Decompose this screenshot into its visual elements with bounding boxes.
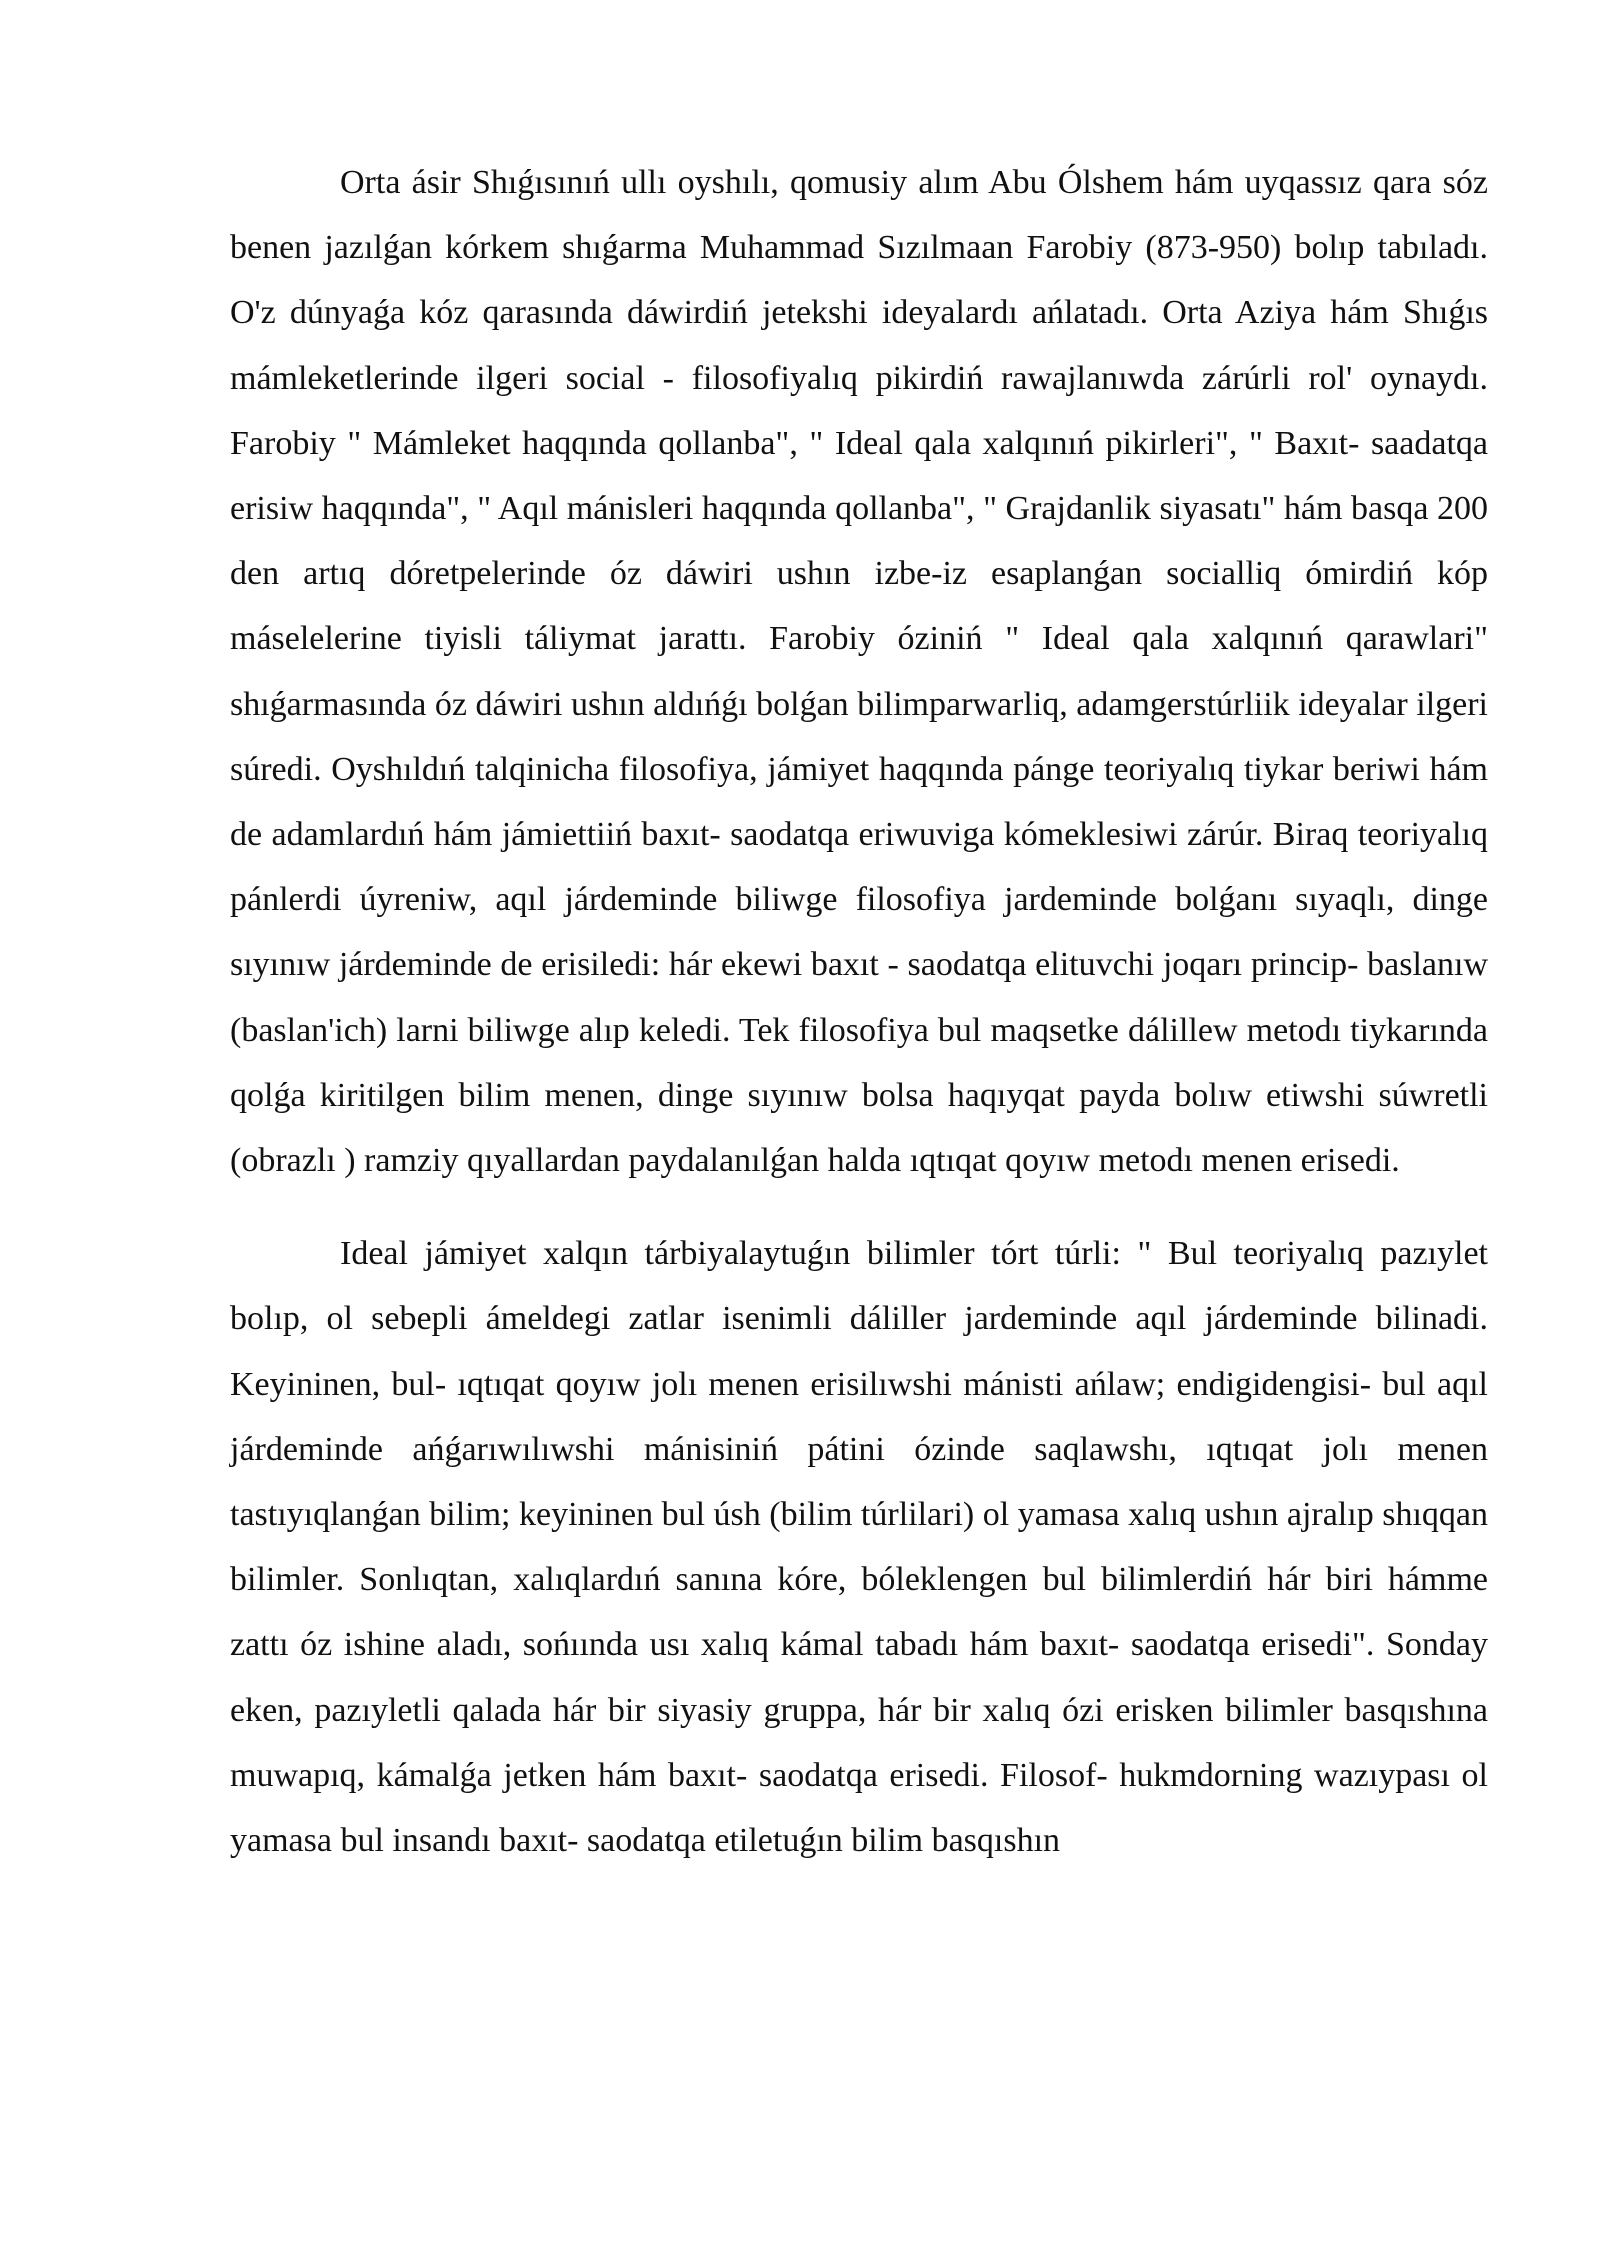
document-body <box>230 150 1488 1873</box>
paragraph-ideal-society-knowledge: Ideal jámiyet xalqın tárbiyalaytuǵın bilimler tórt túrli: " Bul teoriyalıq pazıylet bolıp, ol sebepli ámeldegi zatlar isenimli dáliller jardeminde aqıl járdeminde bilinadi. Keyininen, bul- ıqtıqat qoyıw jolı menen erisilıwshi mánisti ańlaw; endigidengisi- bul aqıl járdeminde ańǵarıwılıwshi mánisiniń pátini ózinde saqlawshı, ıqtıqat jolı menen tastıyıqlanǵan bilim; keyininen bul úsh (bilim túrlilari) ol yamasa xalıq ushın ajralıp shıqqan bilimler. Sonlıqtan, xalıqlardıń sanına kóre, bóleklengen bul bilimlerdiń hár biri hámme zattı óz ishine aladı, sońıında usı xalıq kámal tabadı hám baxıt- saodatqa erisedi". Sonday eken, pazıyletli qalada hár bir siyasiy gruppa, hár bir xalıq ózi erisken bilimler basqıshına muwapıq, kámalǵa jetken hám baxıt- saodatqa erisedi. Filosof- hukmdorning wazıypası ol yamasa bul insandı baxıt- saodatqa etiletuǵın bilim basqıshın <box>230 1235 1488 1860</box>
paragraph-farobiy-intro: Orta ásir Shıǵısınıń ullı oyshılı, qomusiy alım Abu Ólshem hám uyqassız qara sóz benen jazılǵan kórkem shıǵarma Muhammad Sızılmaan Farobiy (873-950) bolıp tabıladı. O'z dúnyaǵa kóz qarasında dáwirdiń jetekshi ideyalardı ańlatadı. Orta Aziya hám Shıǵıs mámleketlerinde ilgeri social - filosofiyalıq pikirdiń rawajlanıwda zárúrli rol' oynaydı. Farobiy " Mámleket haqqında qollanba", " Ideal qala xalqınıń pikirleri", " Baxıt- saadatqa erisiw haqqında", " Aqıl mánisleri haqqında qollanba", " Grajdanlik siyasatı" hám basqa 200 den artıq dóretpelerinde óz dáwiri ushın izbe-iz esaplanǵan socialliq ómirdiń kóp máselelerine tiyisli táliymat jarattı. Farobiy óziniń " Ideal qala xalqınıń qarawlari" shıǵarmasında óz dáwiri ushın aldıńǵı bolǵan bilimparwarliq, adamgerstúrliik ideyalar ilgeri súredi. Oyshıldıń talqinicha filosofiya, jámiyet haqqında pánge teoriyalıq tiykar beriwi hám de adamlardıń hám jámiettiiń baxıt- saodatqa eriwuviga kómeklesiwi zárúr. Biraq teoriyalıq pánlerdi úyreniw, aqıl járdeminde biliwge filosofiya jardeminde bolǵanı sıyaqlı, dinge sıyınıw járdeminde de erisiledi: hár ekewi baxıt - saodatqa elituvchi joqarı princip- baslanıw (baslan'ich) larni biliwge alıp keledi. Tek filosofiya bul maqsetke dálillew metodı tiykarında qolǵa kiritilgen bilim menen, dinge sıyınıw bolsa haqıyqat payda bolıw etiwshi súwretli (obrazlı ) ramziy qıyallardan paydalanılǵan halda ıqtıqat qoyıw metodı menen erisedi. <box>230 164 1488 1180</box>
